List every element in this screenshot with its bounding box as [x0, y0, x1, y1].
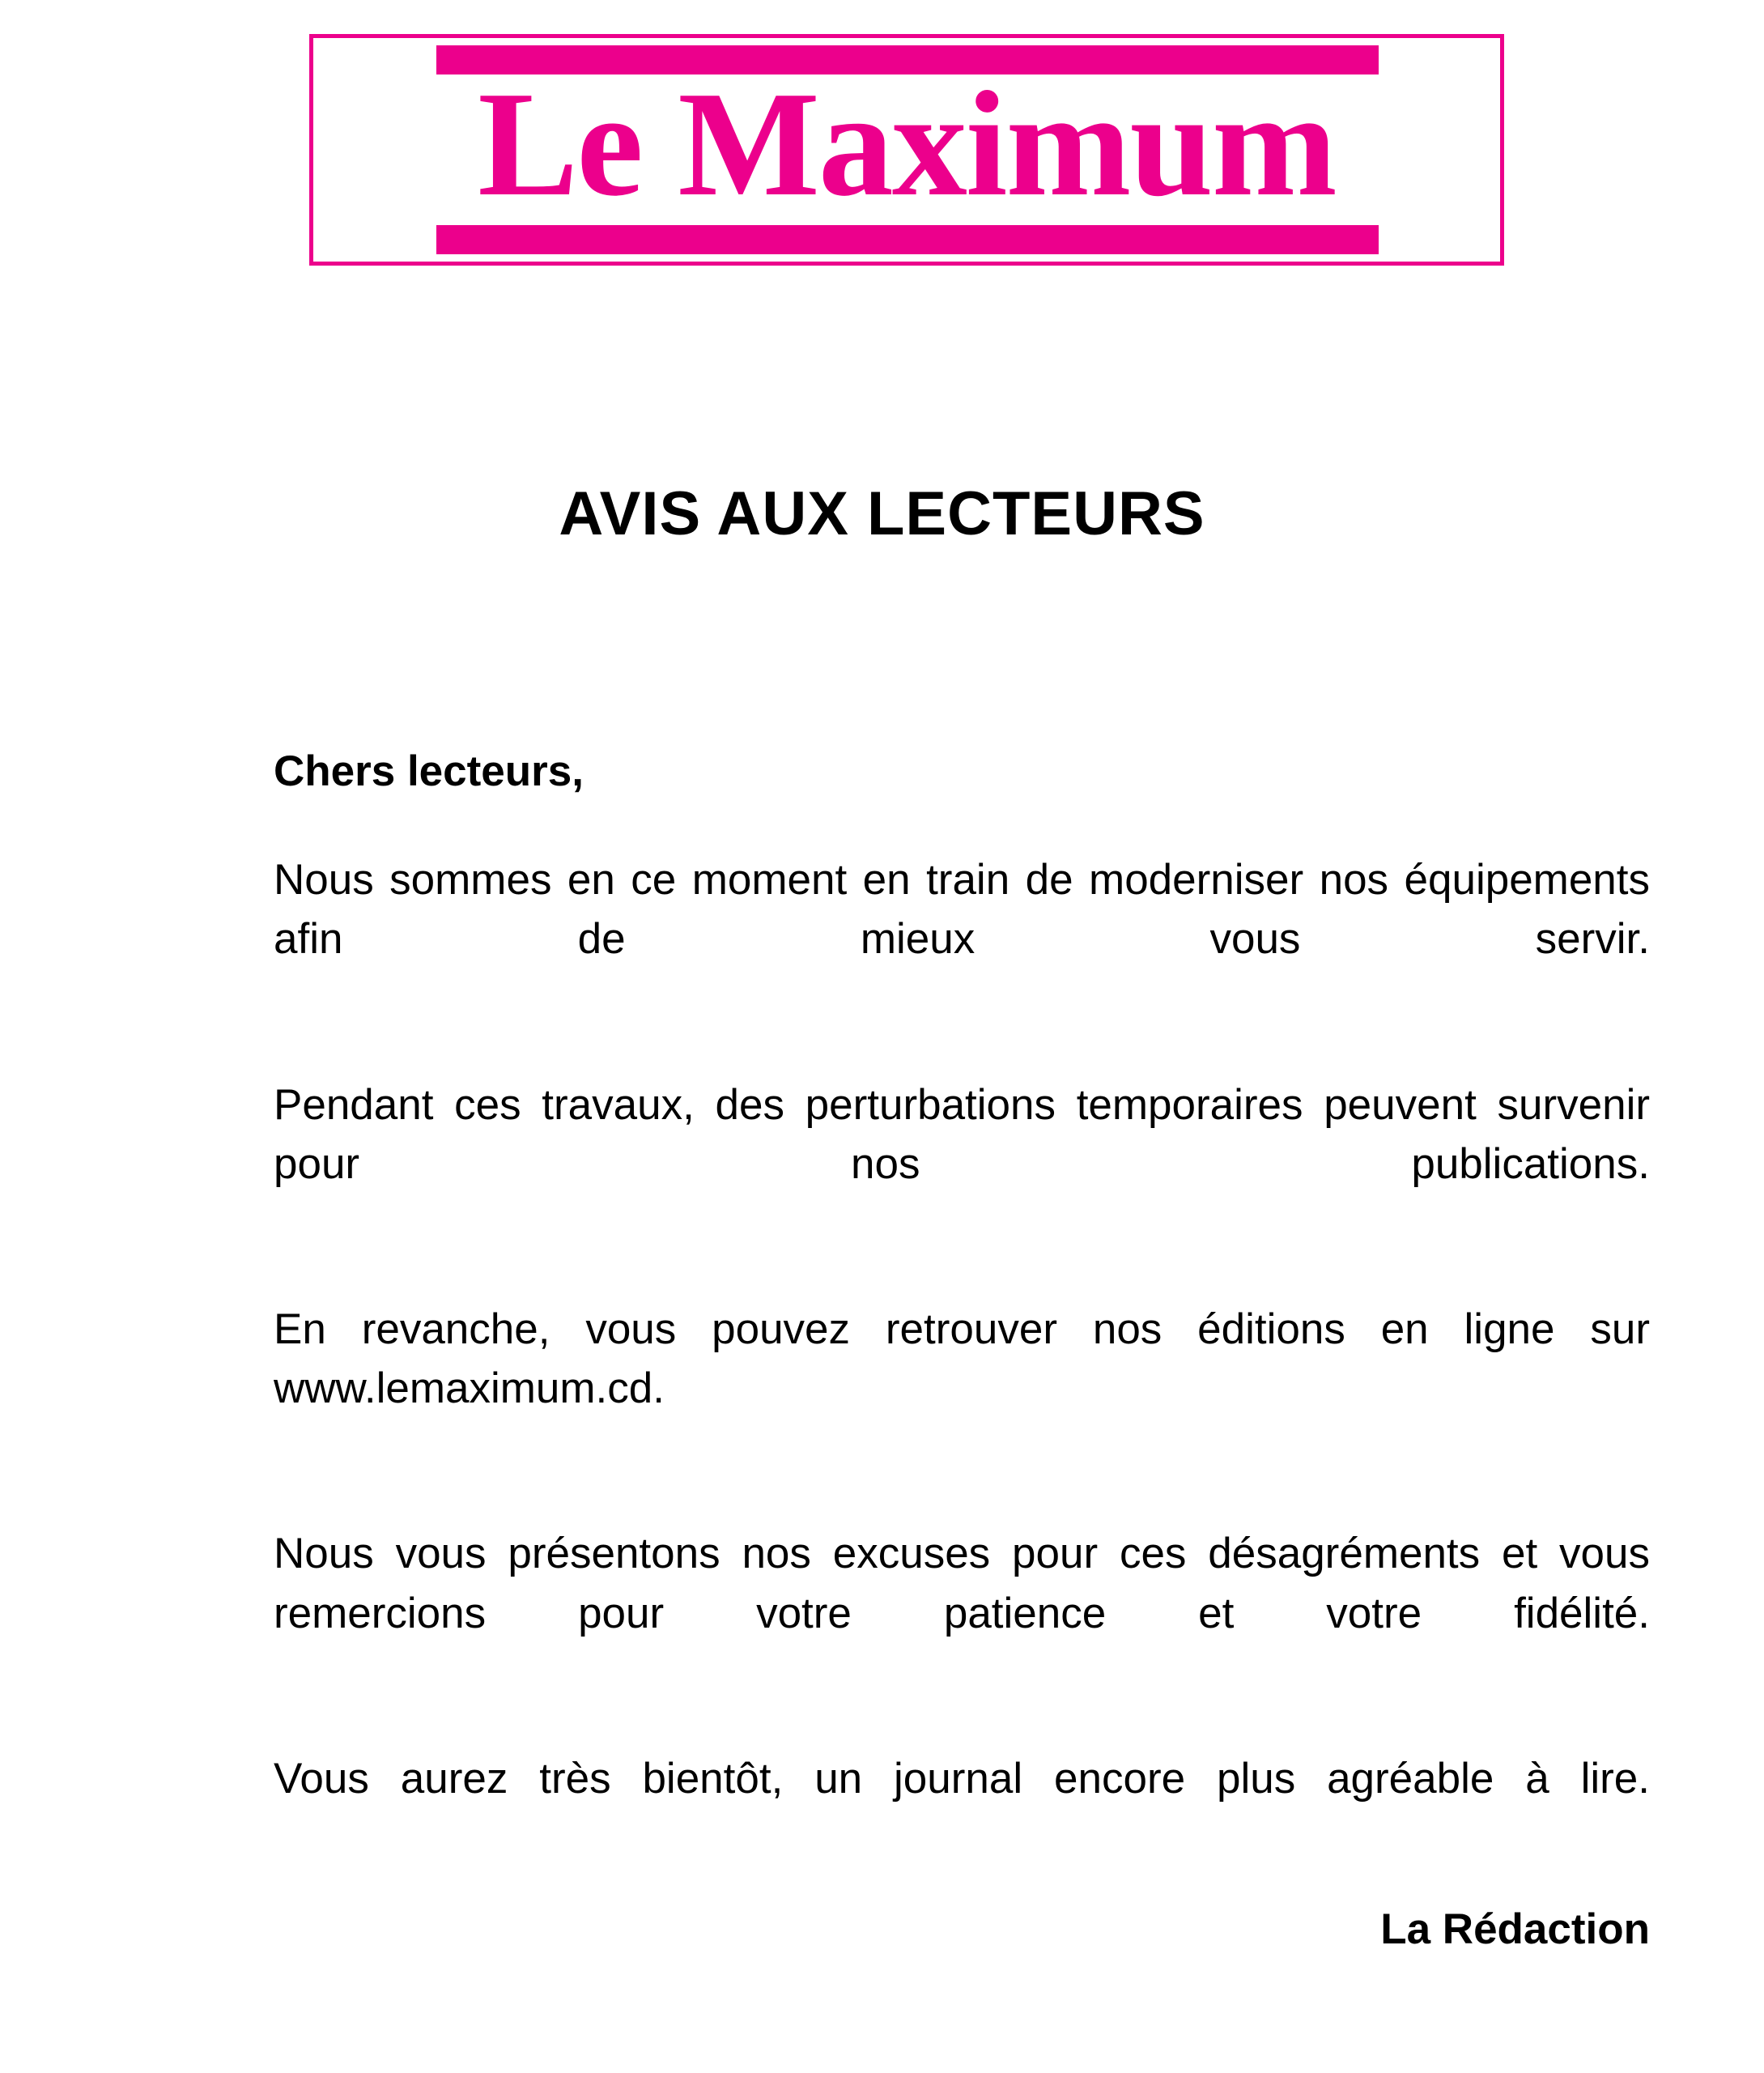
- paragraph-1: Nous sommes en ce moment en train de moderniser nos équipements afin de mieux vous servir.: [274, 856, 1650, 964]
- paragraph-5: Vous aurez très bientôt, un journal encore plus agréable à lire.: [274, 1754, 1650, 1803]
- page-title: AVIS AUX LECTEURS: [559, 479, 1205, 548]
- logo-wordmark: Le Maximum: [478, 61, 1336, 228]
- paragraph-4: Nous vous présentons nos excuses pour ces désagréments et vous remercions pour votre patience et votre fidélité.: [274, 1530, 1650, 1637]
- paragraph-3: En revanche, vous pouvez retrouver nos éditions en ligne sur www.lemaximum.cd.: [274, 1305, 1650, 1413]
- masthead: [309, 34, 1507, 269]
- salutation: Chers lecteurs,: [274, 747, 584, 795]
- notice-body: [274, 745, 1650, 1867]
- signature: La Rédaction: [1380, 1905, 1650, 1953]
- paragraph-2: Pendant ces travaux, des perturbations temporaires peuvent survenir pour nos publications.: [274, 1080, 1650, 1188]
